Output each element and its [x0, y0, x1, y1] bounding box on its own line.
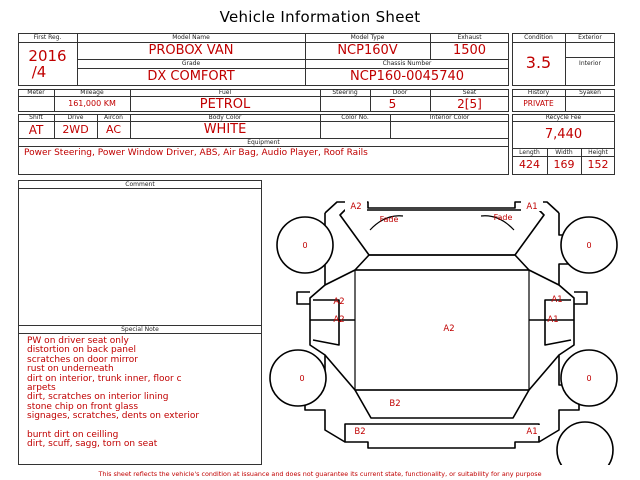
- dmg-wheel-rear-left: 0: [299, 374, 305, 383]
- shift: AT: [28, 123, 44, 137]
- comment-label: Comment: [125, 181, 155, 188]
- color-no-label: Color No.: [341, 114, 369, 121]
- dmg-left-door-front: A2: [333, 297, 345, 307]
- dmg-front-right: A1: [526, 202, 538, 212]
- dmg-front-left: A2: [350, 202, 362, 212]
- windscreen-shape: [355, 255, 529, 270]
- dmg-wheel-front-left: 0: [302, 241, 308, 250]
- condition-label: Condition: [524, 34, 553, 41]
- model-type: NCP160V: [337, 43, 398, 58]
- fuel-label: Fuel: [218, 89, 232, 96]
- first-reg-label: First Reg.: [33, 34, 62, 41]
- exhaust-label: Exhaust: [457, 34, 482, 41]
- special-notes: PW on driver seat only distortion on back panel scratches on door mirror rust on underneath dirt on interior, trunk inner, floor c arpets dirt, scratches on interior lining stone chip on front glass signages, scratches, dents on exterior burnt dirt on ceilling dirt, scuff, sagg, torn on seat: [27, 336, 200, 450]
- tailgate-shape: [355, 390, 529, 418]
- width: 169: [553, 158, 575, 171]
- door-label: Door: [392, 89, 408, 96]
- dmg-fade-right: Fade: [493, 213, 513, 222]
- fuel: PETROL: [199, 97, 251, 112]
- seat-label: Seat: [462, 89, 477, 96]
- recycle-label: Recycle Fee: [545, 114, 582, 121]
- exhaust: 1500: [452, 43, 487, 58]
- length-label: Length: [519, 149, 540, 156]
- disclaimer: This sheet reflects the vehicle's condition at issuance and does not guarantee its current state, functionality, or suitability for any purpose: [98, 470, 542, 478]
- length: 424: [519, 158, 540, 171]
- dmg-wheel-rear-right: 0: [586, 374, 592, 383]
- equipment-value: Power Steering, Power Window Driver, ABS, Air Bag, Audio Player, Roof Rails: [24, 148, 368, 158]
- bonnet-shape: [340, 210, 544, 255]
- grade: DX COMFORT: [147, 69, 235, 84]
- height-label: Height: [588, 149, 608, 156]
- dmg-right-door-front: A1: [551, 295, 563, 305]
- grade-label: Grade: [181, 60, 201, 67]
- wheel-rear-left-shape: [270, 350, 326, 406]
- equipment-label: Equipment: [247, 139, 280, 146]
- condition-score: 3.5: [525, 53, 552, 72]
- shift-label: Shift: [29, 114, 43, 121]
- first-reg-month: /4: [31, 63, 47, 81]
- interior-color-label: Interior Color: [429, 114, 470, 121]
- roof-shape: [355, 270, 529, 390]
- aircon-label: Aircon: [104, 114, 123, 121]
- dmg-fade-left: Fade: [379, 215, 399, 224]
- body-color-label: Body Color: [208, 114, 242, 121]
- steering-label: Steering: [332, 89, 358, 96]
- model-name: PROBOX VAN: [148, 43, 234, 58]
- dmg-roof: A2: [443, 324, 455, 334]
- special-note-label: Special Note: [121, 326, 159, 333]
- spare-wheel-shape: [557, 422, 613, 465]
- seat: 2[5]: [457, 97, 482, 111]
- right-mirror-shape: [574, 292, 587, 304]
- exterior-label: Exterior: [578, 34, 602, 41]
- left-mirror-shape: [297, 292, 310, 304]
- meter-label: Meter: [27, 89, 45, 96]
- dmg-rear-left: B2: [354, 427, 366, 437]
- model-type-label: Model Type: [350, 34, 385, 41]
- history: PRIVATE: [523, 99, 554, 108]
- drive: 2WD: [62, 123, 89, 136]
- width-label: Width: [555, 149, 573, 156]
- dmg-rear-right: A1: [526, 427, 538, 437]
- mileage-label: Mileage: [80, 89, 104, 96]
- rear-bumper-shape: [345, 424, 539, 448]
- body-color: WHITE: [203, 122, 247, 137]
- dmg-wheel-front-right: 0: [586, 241, 592, 250]
- page-title: Vehicle Information Sheet: [219, 8, 421, 26]
- syaken-label: Syaken: [579, 89, 601, 96]
- model-name-label: Model Name: [172, 34, 210, 41]
- dmg-right-door-rear: A1: [547, 315, 559, 325]
- first-reg-year: 2016: [28, 47, 67, 65]
- chassis-label: Chassis Number: [382, 60, 432, 67]
- dmg-tailgate: B2: [389, 399, 401, 409]
- mileage: 161,000 KM: [68, 99, 116, 108]
- dmg-left-door-rear: A2: [333, 315, 345, 325]
- height: 152: [587, 158, 609, 171]
- chassis-number: NCP160-0045740: [349, 69, 465, 84]
- drive-label: Drive: [67, 114, 84, 121]
- vehicle-damage-diagram: [265, 180, 635, 465]
- aircon: AC: [105, 123, 121, 136]
- interior-label: Interior: [579, 60, 601, 67]
- history-label: History: [527, 89, 550, 96]
- door: 5: [388, 97, 397, 111]
- recycle-fee: 7,440: [544, 127, 583, 142]
